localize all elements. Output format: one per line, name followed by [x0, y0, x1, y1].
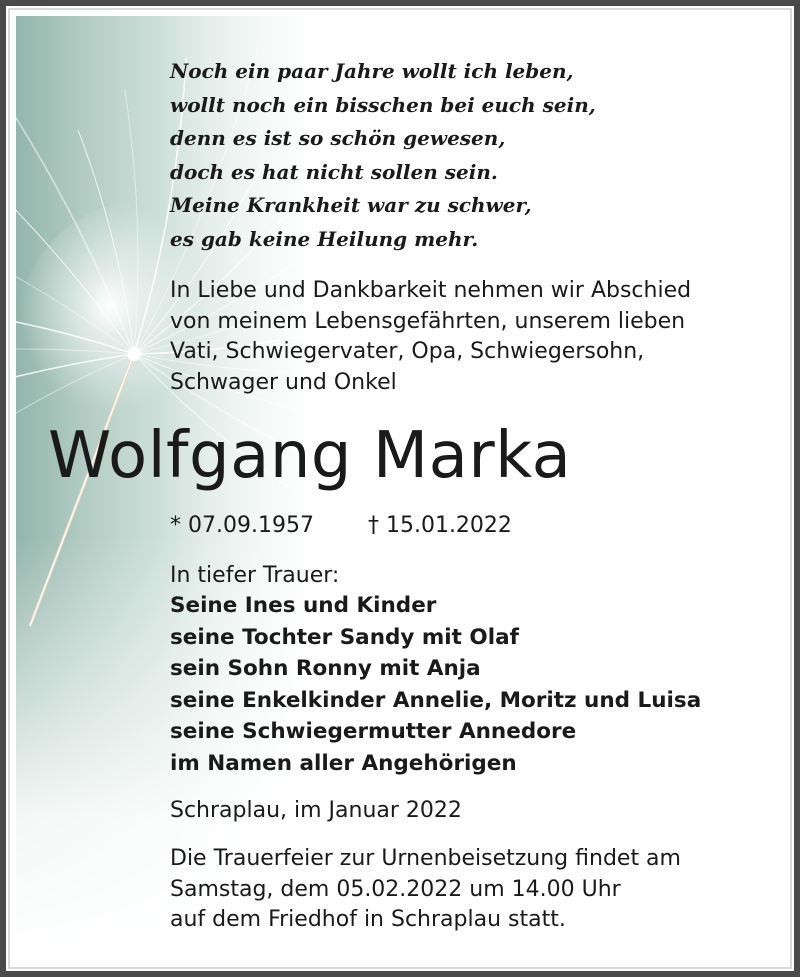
poem-line: Meine Krankheit war zu schwer, — [170, 193, 532, 217]
farewell-line: Vati, Schwiegervater, Opa, Schwiegersohn, — [170, 339, 645, 364]
poem — [170, 55, 596, 256]
deceased-name: Wolfgang Marka — [48, 419, 572, 493]
funeral-line: auf dem Friedhof in Schraplau statt. — [170, 907, 566, 932]
funeral-line: Die Trauerfeier zur Urnenbeisetzung findet am — [170, 846, 681, 871]
life-dates — [170, 510, 512, 542]
mourner-line: seine Enkelkinder Annelie, Moritz und Luisa — [170, 687, 702, 713]
birth-date: * 07.09.1957 — [170, 513, 314, 538]
poem-line: Noch ein paar Jahre wollt ich leben, — [170, 59, 574, 83]
farewell-text — [170, 276, 691, 398]
farewell-line: Schwager und Onkel — [170, 369, 397, 395]
farewell-line: von meinem Lebensgefährten, unserem lieben — [170, 308, 686, 334]
mourner-line: im Namen aller Angehörigen — [170, 750, 517, 776]
mourner-line: seine Tochter Sandy mit Olaf — [170, 624, 519, 650]
poem-line: es gab keine Heilung mehr. — [170, 226, 479, 251]
poem-line: doch es hat nicht sollen sein. — [170, 159, 498, 184]
funeral-line: Samstag, dem 05.02.2022 um 14.00 Uhr — [170, 876, 621, 902]
poem-line: wollt noch ein bisschen bei euch sein, — [170, 92, 596, 117]
mourner-line: seine Schwiegermutter Annedore — [170, 719, 577, 744]
death-date: † 15.01.2022 — [367, 513, 512, 538]
mourner-line: sein Sohn Ronny mit Anja — [170, 656, 481, 681]
mourning-intro: In tiefer Trauer: — [170, 563, 340, 588]
mourners-list — [170, 590, 701, 779]
poem-line: denn es ist so schön gewesen, — [170, 126, 506, 150]
mourner-line: Seine Ines und Kinder — [170, 593, 437, 618]
funeral-notice — [170, 844, 681, 936]
farewell-line: In Liebe und Dankbarkeit nehmen wir Abschied — [170, 278, 692, 303]
place-and-date: Schraplau, im Januar 2022 — [170, 798, 462, 823]
